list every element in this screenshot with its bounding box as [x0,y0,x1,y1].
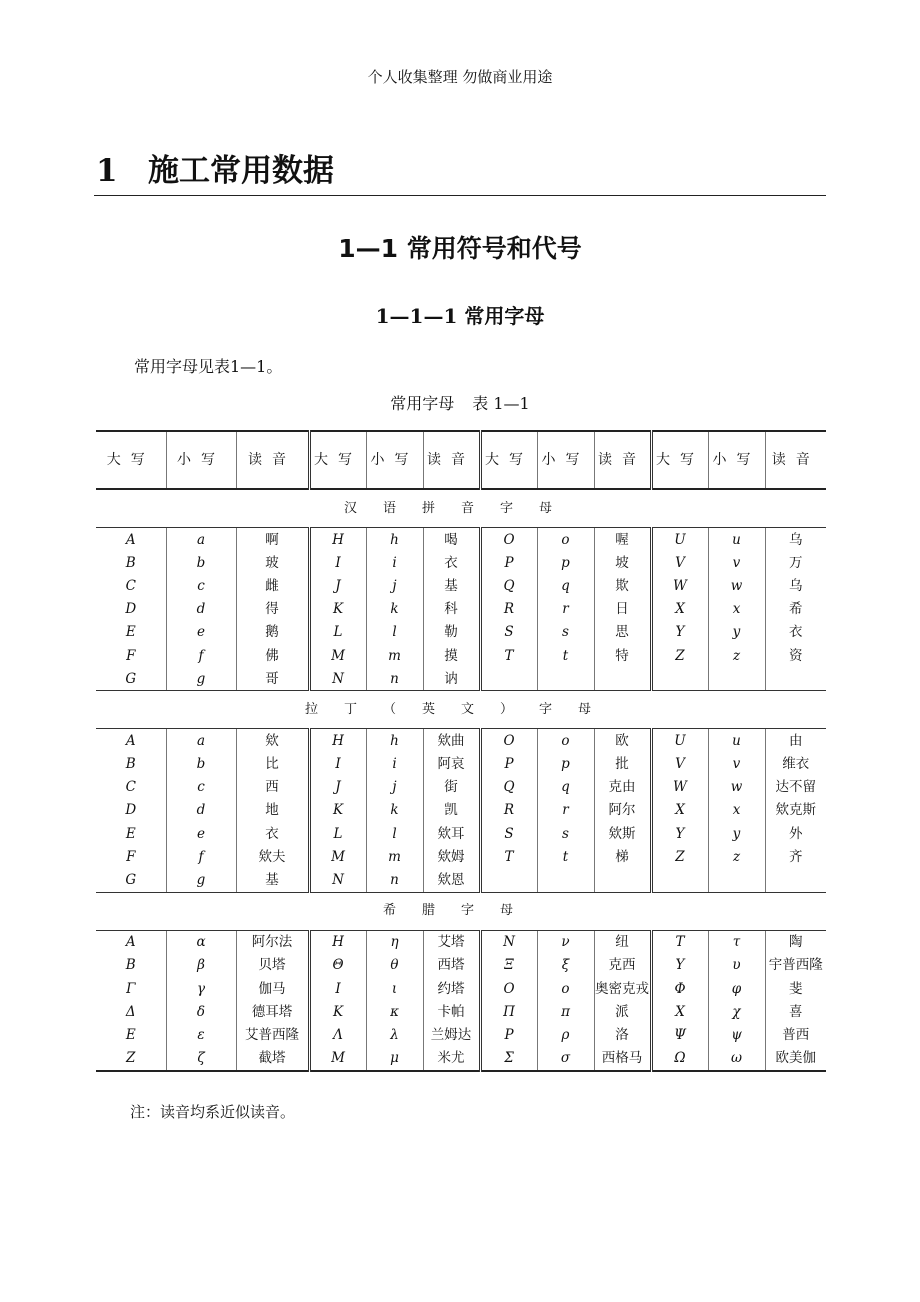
lowercase-cell [708,868,765,892]
uppercase-cell: R [480,799,537,822]
lowercase-cell: χ [708,1000,765,1023]
uppercase-cell: H [309,930,366,954]
pronunciation-cell: 卡帕 [423,1000,480,1023]
column-header: 小写 [366,431,423,489]
uppercase-cell: O [480,528,537,552]
lowercase-cell [537,667,594,691]
pronunciation-cell: 西 [236,776,309,799]
table-row [96,799,826,822]
lowercase-cell: j [366,574,423,597]
lowercase-cell: h [366,528,423,552]
pronunciation-cell: 凯 [423,799,480,822]
uppercase-cell: B [125,957,136,974]
pronunciation-cell [765,667,826,691]
section-title-row [96,892,826,930]
pronunciation-cell: 欸斯 [594,822,651,845]
column-header: 大写 [480,431,537,489]
pronunciation-cell: 欸姆 [423,845,480,868]
pronunciation-cell: 克西 [594,954,651,977]
lowercase-cell: α [166,930,236,954]
uppercase-cell: Y [651,621,708,644]
uppercase-cell: W [651,574,708,597]
lowercase-cell: ψ [708,1023,765,1046]
lowercase-cell: η [366,930,423,954]
pronunciation-cell: 喜 [765,1000,826,1023]
uppercase-cell: B [125,554,136,571]
lowercase-cell: ξ [537,954,594,977]
table-row [96,729,826,753]
table-caption [0,391,920,414]
lowercase-cell: φ [708,977,765,1000]
pronunciation-cell: 地 [236,799,309,822]
table-row [96,868,826,892]
lowercase-cell: i [366,753,423,776]
uppercase-cell: J [309,776,366,799]
column-header: 大写 [96,431,166,489]
uppercase-cell [480,667,537,691]
uppercase-cell: D [125,601,137,618]
lowercase-cell: g [166,667,236,691]
lowercase-cell: q [537,574,594,597]
lowercase-cell: i [366,551,423,574]
uppercase-cell: Q [480,776,537,799]
pronunciation-cell: 基 [236,868,309,892]
lowercase-cell: l [366,822,423,845]
uppercase-cell: E [125,624,136,641]
lowercase-cell: ω [708,1047,765,1071]
uppercase-cell: V [651,753,708,776]
pronunciation-cell: 洛 [594,1023,651,1046]
pronunciation-cell: 欺 [594,574,651,597]
section-title: 汉语拼音字母 [96,489,826,528]
pronunciation-cell: 西塔 [423,954,480,977]
section-heading: 1—1 常用符号和代号 [338,234,582,263]
lowercase-cell: d [166,598,236,621]
lowercase-cell: ρ [537,1023,594,1046]
lowercase-cell: k [366,598,423,621]
lowercase-cell: u [708,729,765,753]
uppercase-cell: P [480,1023,537,1046]
uppercase-cell: C [125,577,136,594]
uppercase-cell: K [309,799,366,822]
lowercase-cell: x [708,598,765,621]
lowercase-cell: ζ [166,1047,236,1071]
pronunciation-cell: 玻 [236,551,309,574]
uppercase-cell [651,868,708,892]
lowercase-cell: e [166,621,236,644]
pronunciation-cell: 科 [423,598,480,621]
lowercase-cell: m [366,644,423,667]
table-row [96,574,826,597]
table-row [96,644,826,667]
alphabet-table [96,430,826,1072]
pronunciation-cell: 欸曲 [423,729,480,753]
uppercase-cell: K [309,598,366,621]
lowercase-cell [708,667,765,691]
pronunciation-cell: 资 [765,644,826,667]
chapter-rule [94,195,826,196]
uppercase-cell: Y [651,822,708,845]
uppercase-cell: I [309,753,366,776]
pronunciation-cell [594,667,651,691]
uppercase-cell: A [125,732,136,749]
uppercase-cell: N [480,930,537,954]
pronunciation-cell: 宇普西隆 [765,954,826,977]
pronunciation-cell: 乌 [765,528,826,552]
uppercase-cell: P [480,551,537,574]
lowercase-cell: o [537,528,594,552]
pronunciation-cell: 艾普西隆 [236,1023,309,1046]
uppercase-cell: T [480,644,537,667]
lowercase-cell: q [537,776,594,799]
pronunciation-cell: 约塔 [423,977,480,1000]
uppercase-cell: Γ [126,980,136,997]
lowercase-cell: n [366,868,423,892]
table-caption-title: 常用字母 [390,394,455,413]
pronunciation-cell: 欸克斯 [765,799,826,822]
lowercase-cell: ε [166,1023,236,1046]
pronunciation-cell: 德耳塔 [236,1000,309,1023]
uppercase-cell [651,667,708,691]
table-row [96,598,826,621]
pronunciation-cell: 特 [594,644,651,667]
pronunciation-cell: 由 [765,729,826,753]
table-row [96,621,826,644]
uppercase-cell: X [651,799,708,822]
lowercase-cell: y [708,621,765,644]
pronunciation-cell: 欸耳 [423,822,480,845]
lowercase-cell: b [166,551,236,574]
uppercase-cell: M [309,644,366,667]
uppercase-cell: H [309,528,366,552]
lowercase-cell: ο [537,977,594,1000]
lowercase-cell [537,868,594,892]
uppercase-cell: I [309,977,366,1000]
lowercase-cell: β [166,954,236,977]
lowercase-cell: k [366,799,423,822]
uppercase-cell: Π [480,1000,537,1023]
uppercase-cell: V [651,551,708,574]
pronunciation-cell: 雌 [236,574,309,597]
pronunciation-cell: 梯 [594,845,651,868]
table-note: 注：读音均系近似读音。 [130,1103,296,1121]
column-header: 读音 [236,431,309,489]
pronunciation-cell: 日 [594,598,651,621]
uppercase-cell: S [480,621,537,644]
lowercase-cell: z [708,644,765,667]
uppercase-cell: M [309,1047,366,1071]
uppercase-cell: A [125,531,136,548]
uppercase-cell: E [125,1026,136,1043]
pronunciation-cell: 克由 [594,776,651,799]
pronunciation-cell: 兰姆达 [423,1023,480,1046]
lowercase-cell: h [366,729,423,753]
uppercase-cell: K [309,1000,366,1023]
table-row [96,977,826,1000]
uppercase-cell: Λ [309,1023,366,1046]
pronunciation-cell: 希 [765,598,826,621]
pronunciation-cell: 达不留 [765,776,826,799]
lowercase-cell: o [537,729,594,753]
uppercase-cell: T [480,845,537,868]
lowercase-cell: s [537,822,594,845]
uppercase-cell: H [309,729,366,753]
lowercase-cell: m [366,845,423,868]
table-row [96,528,826,552]
pronunciation-cell: 佛 [236,644,309,667]
column-header: 大写 [651,431,708,489]
pronunciation-cell: 思 [594,621,651,644]
pronunciation-cell: 贝塔 [236,954,309,977]
lowercase-cell: f [166,845,236,868]
lowercase-cell: j [366,776,423,799]
lowercase-cell: r [537,799,594,822]
uppercase-cell: Θ [309,954,366,977]
uppercase-cell: T [651,930,708,954]
pronunciation-cell: 乌 [765,574,826,597]
lowercase-cell: γ [166,977,236,1000]
column-header: 读音 [594,431,651,489]
uppercase-cell: G [96,667,166,691]
uppercase-cell: Z [96,1047,166,1071]
lowercase-cell: δ [166,1000,236,1023]
pronunciation-cell: 喔 [594,528,651,552]
uppercase-cell: Q [480,574,537,597]
uppercase-cell: N [309,667,366,691]
lowercase-cell: θ [366,954,423,977]
column-header: 小写 [166,431,236,489]
pronunciation-cell: 欧 [594,729,651,753]
uppercase-cell: Ξ [480,954,537,977]
intro-paragraph: 常用字母见表1—1。 [134,357,283,376]
uppercase-cell: Υ [651,954,708,977]
pronunciation-cell: 艾塔 [423,930,480,954]
table-header-row [96,431,826,489]
chapter-title: 施工常用数据 [148,153,334,189]
uppercase-cell: Ω [651,1047,708,1071]
lowercase-cell: v [708,753,765,776]
table-row [96,1000,826,1023]
lowercase-cell: e [166,822,236,845]
pronunciation-cell: 街 [423,776,480,799]
column-header: 读音 [765,431,826,489]
pronunciation-cell: 喝 [423,528,480,552]
uppercase-cell: W [651,776,708,799]
uppercase-cell: Ψ [651,1023,708,1046]
uppercase-cell: B [125,756,136,773]
lowercase-cell: a [166,528,236,552]
pronunciation-cell: 啊 [236,528,309,552]
pronunciation-cell: 批 [594,753,651,776]
chapter-heading [96,145,334,190]
pronunciation-cell: 外 [765,822,826,845]
pronunciation-cell: 讷 [423,667,480,691]
pronunciation-cell: 欸 [236,729,309,753]
lowercase-cell: v [708,551,765,574]
lowercase-cell: y [708,822,765,845]
lowercase-cell: n [366,667,423,691]
uppercase-cell: R [480,598,537,621]
uppercase-cell: L [309,621,366,644]
pronunciation-cell: 欸夫 [236,845,309,868]
lowercase-cell: κ [366,1000,423,1023]
column-header: 小写 [708,431,765,489]
pronunciation-cell: 纽 [594,930,651,954]
table-row [96,551,826,574]
table-row [96,753,826,776]
uppercase-cell: X [651,1000,708,1023]
lowercase-cell: υ [708,954,765,977]
pronunciation-cell: 哥 [236,667,309,691]
uppercase-cell: O [480,977,537,1000]
pronunciation-cell [594,868,651,892]
lowercase-cell: l [366,621,423,644]
pronunciation-cell: 阿哀 [423,753,480,776]
table-row [96,822,826,845]
uppercase-cell: U [651,528,708,552]
pronunciation-cell: 齐 [765,845,826,868]
table-row [96,930,826,954]
lowercase-cell: σ [537,1047,594,1071]
lowercase-cell: t [537,845,594,868]
pronunciation-cell: 鹅 [236,621,309,644]
uppercase-cell: Φ [651,977,708,1000]
table-row [96,1023,826,1046]
uppercase-cell: X [651,598,708,621]
table-row [96,667,826,691]
uppercase-cell: Σ [480,1047,537,1071]
pronunciation-cell: 普西 [765,1023,826,1046]
table-row [96,845,826,868]
uppercase-cell: F [126,647,136,664]
uppercase-cell: I [309,551,366,574]
table-row [96,954,826,977]
pronunciation-cell: 阿尔法 [236,930,309,954]
lowercase-cell: w [708,574,765,597]
column-header: 大写 [309,431,366,489]
pronunciation-cell: 斐 [765,977,826,1000]
pronunciation-cell: 欧美伽 [765,1047,826,1071]
lowercase-cell: a [166,729,236,753]
uppercase-cell: P [480,753,537,776]
pronunciation-cell: 勒 [423,621,480,644]
lowercase-cell: f [166,644,236,667]
pronunciation-cell [765,868,826,892]
pronunciation-cell: 衣 [765,621,826,644]
lowercase-cell: d [166,799,236,822]
uppercase-cell: E [125,825,136,842]
pronunciation-cell: 陶 [765,930,826,954]
pronunciation-cell: 坡 [594,551,651,574]
pronunciation-cell: 得 [236,598,309,621]
pronunciation-cell: 西格马 [594,1047,651,1071]
pronunciation-cell: 维衣 [765,753,826,776]
lowercase-cell: s [537,621,594,644]
section-title: 拉丁（英文）字母 [96,691,826,729]
lowercase-cell: u [708,528,765,552]
lowercase-cell: w [708,776,765,799]
column-header: 小写 [537,431,594,489]
uppercase-cell: C [125,779,136,796]
lowercase-cell: b [166,753,236,776]
pronunciation-cell: 摸 [423,644,480,667]
uppercase-cell: Z [651,644,708,667]
lowercase-cell: π [537,1000,594,1023]
lowercase-cell: p [537,753,594,776]
pronunciation-cell: 比 [236,753,309,776]
uppercase-cell: M [309,845,366,868]
pronunciation-cell: 基 [423,574,480,597]
pronunciation-cell: 衣 [236,822,309,845]
pronunciation-cell: 米尤 [423,1047,480,1071]
pronunciation-cell: 衣 [423,551,480,574]
lowercase-cell: λ [366,1023,423,1046]
section-title-row [96,489,826,528]
uppercase-cell: S [480,822,537,845]
uppercase-cell: U [651,729,708,753]
uppercase-cell: G [96,868,166,892]
section-title: 希腊字母 [96,892,826,930]
pronunciation-cell: 伽马 [236,977,309,1000]
uppercase-cell: O [480,729,537,753]
section-title-row [96,691,826,729]
uppercase-cell: F [126,848,136,865]
column-header: 读音 [423,431,480,489]
lowercase-cell: ν [537,930,594,954]
chapter-number: 1 [96,153,118,189]
subsection-heading: 1—1—1 常用字母 [375,304,545,328]
lowercase-cell: c [166,574,236,597]
uppercase-cell: D [125,802,137,819]
lowercase-cell: τ [708,930,765,954]
table-row [96,776,826,799]
uppercase-cell: Δ [125,1003,136,1020]
pronunciation-cell: 欸恩 [423,868,480,892]
uppercase-cell: Z [651,845,708,868]
uppercase-cell: A [125,934,136,951]
lowercase-cell: p [537,551,594,574]
lowercase-cell: x [708,799,765,822]
table-row [96,1047,826,1071]
uppercase-cell [480,868,537,892]
lowercase-cell: ι [366,977,423,1000]
uppercase-cell: L [309,822,366,845]
page-header-note: 个人收集整理 勿做商业用途 [367,68,553,86]
lowercase-cell: c [166,776,236,799]
pronunciation-cell: 阿尔 [594,799,651,822]
uppercase-cell: J [309,574,366,597]
pronunciation-cell: 派 [594,1000,651,1023]
lowercase-cell: t [537,644,594,667]
table-caption-number: 表 1—1 [472,394,530,413]
lowercase-cell: z [708,845,765,868]
pronunciation-cell: 奥密克戎 [594,977,651,1000]
uppercase-cell: N [309,868,366,892]
pronunciation-cell: 万 [765,551,826,574]
lowercase-cell: g [166,868,236,892]
pronunciation-cell: 截塔 [236,1047,309,1071]
lowercase-cell: μ [366,1047,423,1071]
lowercase-cell: r [537,598,594,621]
